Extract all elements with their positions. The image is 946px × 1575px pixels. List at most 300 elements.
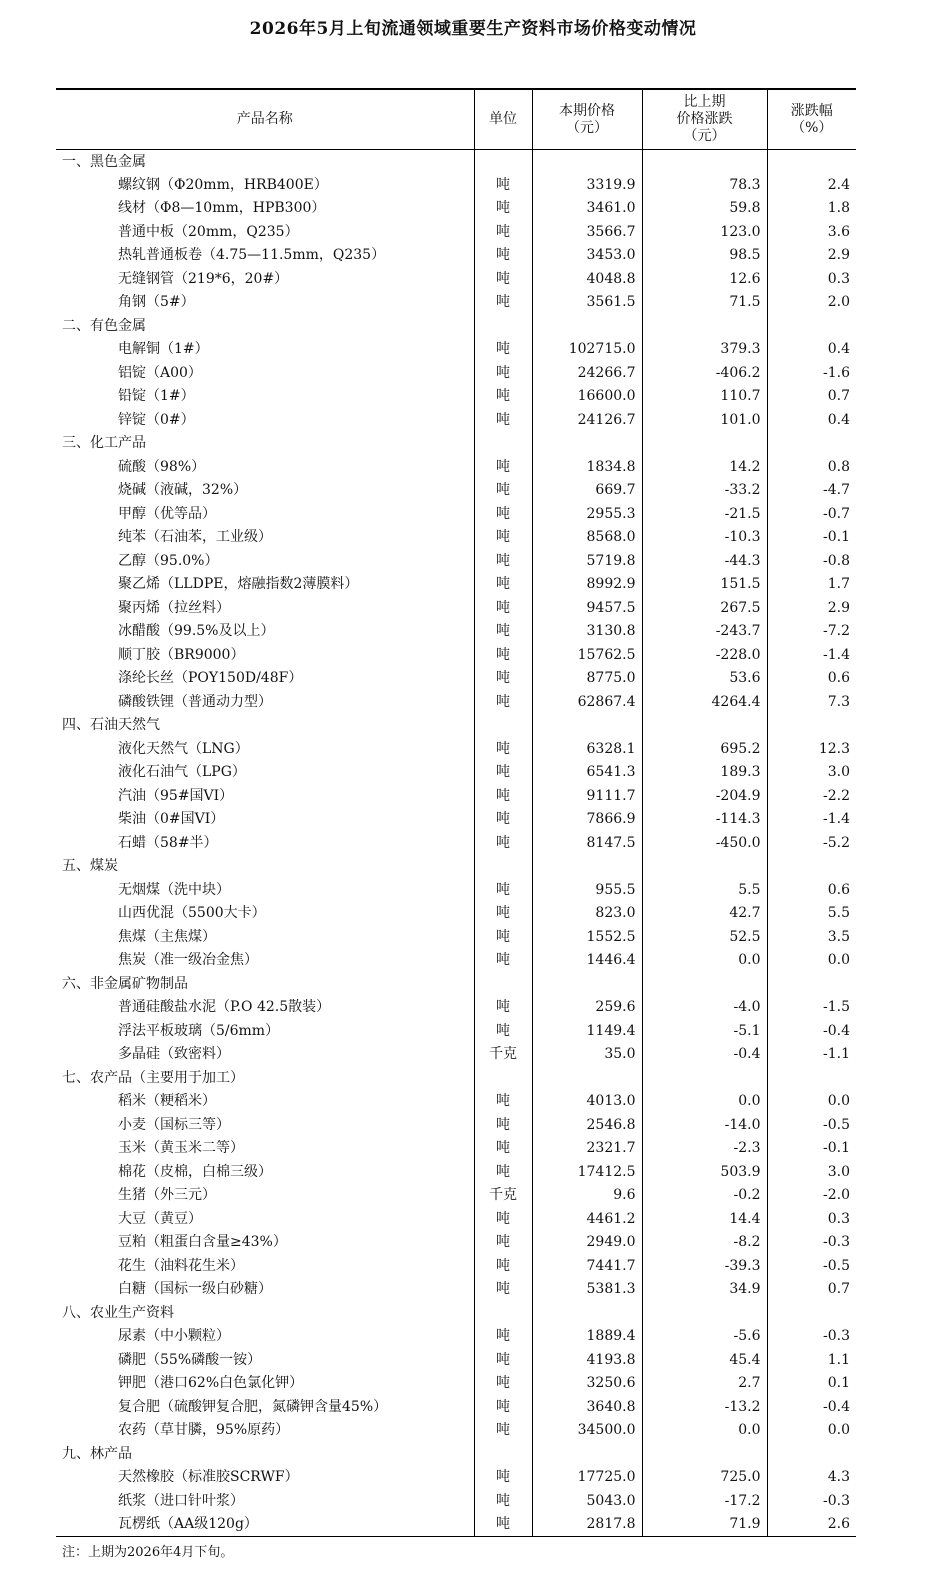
- table-row: [56, 1137, 856, 1161]
- product-name: 普通硅酸盐水泥（P.O 42.5散装）: [118, 999, 331, 1016]
- percent-cell: 1.1: [767, 1348, 856, 1372]
- category-name: 九、林产品: [62, 1445, 132, 1462]
- empty-cell: [642, 150, 767, 174]
- percent-cell: -0.3: [767, 1489, 856, 1513]
- unit-cell: 吨: [474, 690, 532, 714]
- unit-cell: 吨: [474, 1090, 532, 1114]
- change-cell: 4264.4: [642, 690, 767, 714]
- table-row: [56, 1372, 856, 1396]
- empty-cell: [767, 1066, 856, 1090]
- unit-cell: 吨: [474, 1113, 532, 1137]
- product-name: 硫酸（98%）: [118, 458, 206, 475]
- price-cell: 3130.8: [532, 620, 642, 644]
- unit-cell: 吨: [474, 1207, 532, 1231]
- price-cell: 2817.8: [532, 1513, 642, 1537]
- percent-cell: -0.4: [767, 1395, 856, 1419]
- unit-cell: 吨: [474, 408, 532, 432]
- percent-cell: 12.3: [767, 737, 856, 761]
- price-cell: 9457.5: [532, 596, 642, 620]
- product-name: 热轧普通板卷（4.75—11.5mm，Q235）: [118, 247, 386, 264]
- price-cell: 15762.5: [532, 643, 642, 667]
- page-title: 2026年5月上旬流通领域重要生产资料市场价格变动情况: [249, 19, 697, 39]
- table-row: [56, 1278, 856, 1302]
- percent-cell: -0.3: [767, 1231, 856, 1255]
- unit-cell: 千克: [474, 1043, 532, 1067]
- change-cell: 123.0: [642, 220, 767, 244]
- percent-cell: 2.6: [767, 1513, 856, 1537]
- product-name: 豆粕（粗蛋白含量≥43%）: [118, 1234, 287, 1251]
- price-cell: 34500.0: [532, 1419, 642, 1443]
- price-cell: 2546.8: [532, 1113, 642, 1137]
- table-row: [56, 1325, 856, 1349]
- unit-cell: 吨: [474, 902, 532, 926]
- table-row: [56, 526, 856, 550]
- empty-cell: [474, 150, 532, 174]
- percent-cell: 0.3: [767, 1207, 856, 1231]
- price-cell: 955.5: [532, 878, 642, 902]
- empty-cell: [767, 314, 856, 338]
- price-cell: 3566.7: [532, 220, 642, 244]
- product-name: 小麦（国标三等）: [118, 1116, 230, 1133]
- empty-cell: [642, 432, 767, 456]
- unit-cell: 吨: [474, 291, 532, 315]
- category-name: 六、非金属矿物制品: [62, 975, 188, 992]
- product-name: 液化石油气（LPG）: [118, 764, 246, 781]
- table-row: [56, 479, 856, 503]
- change-cell: 5.5: [642, 878, 767, 902]
- price-cell: 2321.7: [532, 1137, 642, 1161]
- unit-cell: 吨: [474, 1019, 532, 1043]
- empty-cell: [474, 1442, 532, 1466]
- table-row: [56, 291, 856, 315]
- unit-cell: 吨: [474, 831, 532, 855]
- percent-cell: -1.4: [767, 643, 856, 667]
- change-cell: -4.0: [642, 996, 767, 1020]
- empty-cell: [532, 972, 642, 996]
- product-name: 大豆（黄豆）: [118, 1210, 202, 1227]
- change-cell: 110.7: [642, 385, 767, 409]
- category-name: 七、农产品（主要用于加工）: [62, 1069, 244, 1086]
- empty-cell: [642, 314, 767, 338]
- category-name: 二、有色金属: [62, 317, 146, 334]
- unit-cell: 吨: [474, 1137, 532, 1161]
- change-cell: -0.4: [642, 1043, 767, 1067]
- price-cell: 4048.8: [532, 267, 642, 291]
- unit-cell: 吨: [474, 385, 532, 409]
- empty-cell: [642, 1442, 767, 1466]
- table-row: [56, 667, 856, 691]
- table-row: [56, 737, 856, 761]
- product-name: 纯苯（石油苯，工业级）: [118, 529, 272, 546]
- header-product-name: 产品名称: [56, 89, 474, 150]
- change-cell: -13.2: [642, 1395, 767, 1419]
- change-cell: -14.0: [642, 1113, 767, 1137]
- unit-cell: 吨: [474, 1395, 532, 1419]
- percent-cell: 7.3: [767, 690, 856, 714]
- product-name: 无烟煤（洗中块）: [118, 881, 230, 898]
- category-row: [56, 972, 856, 996]
- empty-cell: [532, 1442, 642, 1466]
- change-cell: 695.2: [642, 737, 767, 761]
- product-name: 乙醇（95.0%）: [118, 552, 219, 569]
- unit-cell: 吨: [474, 455, 532, 479]
- empty-cell: [532, 150, 642, 174]
- table-row: [56, 220, 856, 244]
- empty-cell: [767, 432, 856, 456]
- change-cell: -17.2: [642, 1489, 767, 1513]
- price-cell: 669.7: [532, 479, 642, 503]
- change-cell: 267.5: [642, 596, 767, 620]
- product-name: 角钢（5#）: [118, 294, 195, 311]
- price-cell: 3461.0: [532, 197, 642, 221]
- table-row: [56, 1019, 856, 1043]
- unit-cell: 吨: [474, 197, 532, 221]
- table-row: [56, 455, 856, 479]
- change-cell: 98.5: [642, 244, 767, 268]
- table-row: [56, 643, 856, 667]
- empty-cell: [767, 1442, 856, 1466]
- unit-cell: 吨: [474, 549, 532, 573]
- table-row: [56, 1419, 856, 1443]
- percent-cell: 0.0: [767, 949, 856, 973]
- percent-cell: 0.7: [767, 385, 856, 409]
- change-cell: 42.7: [642, 902, 767, 926]
- price-cell: 6328.1: [532, 737, 642, 761]
- percent-cell: -5.2: [767, 831, 856, 855]
- change-cell: 14.2: [642, 455, 767, 479]
- change-cell: 71.5: [642, 291, 767, 315]
- change-cell: -228.0: [642, 643, 767, 667]
- category-name: 三、化工产品: [62, 435, 146, 452]
- change-cell: 53.6: [642, 667, 767, 691]
- percent-cell: 3.6: [767, 220, 856, 244]
- product-name: 磷酸铁锂（普通动力型）: [118, 693, 272, 710]
- price-cell: 5719.8: [532, 549, 642, 573]
- percent-cell: -1.1: [767, 1043, 856, 1067]
- percent-cell: 4.3: [767, 1466, 856, 1490]
- change-cell: 78.3: [642, 173, 767, 197]
- empty-cell: [532, 714, 642, 738]
- unit-cell: 吨: [474, 1231, 532, 1255]
- product-name: 烧碱（液碱，32%）: [118, 482, 248, 499]
- product-name: 石蜡（58#半）: [118, 834, 218, 851]
- empty-cell: [532, 1066, 642, 1090]
- unit-cell: 吨: [474, 878, 532, 902]
- table-row: [56, 1466, 856, 1490]
- table-row: [56, 1160, 856, 1184]
- change-cell: 189.3: [642, 761, 767, 785]
- percent-cell: 1.7: [767, 573, 856, 597]
- percent-cell: -0.7: [767, 502, 856, 526]
- price-cell: 259.6: [532, 996, 642, 1020]
- price-cell: 3453.0: [532, 244, 642, 268]
- unit-cell: 吨: [474, 667, 532, 691]
- price-cell: 16600.0: [532, 385, 642, 409]
- unit-cell: 千克: [474, 1184, 532, 1208]
- product-name: 柴油（0#国VI）: [118, 811, 225, 828]
- product-name: 焦煤（主焦煤）: [118, 928, 216, 945]
- price-cell: 4013.0: [532, 1090, 642, 1114]
- product-name: 磷肥（55%磷酸一铵）: [118, 1351, 262, 1368]
- table-row: [56, 784, 856, 808]
- price-cell: 8568.0: [532, 526, 642, 550]
- unit-cell: 吨: [474, 761, 532, 785]
- price-cell: 102715.0: [532, 338, 642, 362]
- empty-cell: [474, 314, 532, 338]
- percent-cell: -4.7: [767, 479, 856, 503]
- price-cell: 3561.5: [532, 291, 642, 315]
- change-cell: 34.9: [642, 1278, 767, 1302]
- price-table: [56, 88, 856, 1537]
- product-name: 浮法平板玻璃（5/6mm）: [118, 1022, 280, 1039]
- percent-cell: 0.0: [767, 1419, 856, 1443]
- percent-cell: -0.4: [767, 1019, 856, 1043]
- change-cell: 0.0: [642, 1419, 767, 1443]
- unit-cell: 吨: [474, 220, 532, 244]
- price-cell: 8147.5: [532, 831, 642, 855]
- table-row: [56, 1231, 856, 1255]
- product-name: 焦炭（准一级冶金焦）: [118, 952, 258, 969]
- percent-cell: 3.0: [767, 1160, 856, 1184]
- change-cell: -10.3: [642, 526, 767, 550]
- change-cell: -5.1: [642, 1019, 767, 1043]
- table-row: [56, 808, 856, 832]
- header-change-percent-line: 涨跌幅: [790, 102, 833, 119]
- percent-cell: 0.8: [767, 455, 856, 479]
- change-cell: -114.3: [642, 808, 767, 832]
- empty-cell: [474, 432, 532, 456]
- table-row: [56, 549, 856, 573]
- product-name: 山西优混（5500大卡）: [118, 905, 266, 922]
- table-row: [56, 902, 856, 926]
- change-cell: 0.0: [642, 949, 767, 973]
- product-name: 聚乙烯（LLDPE，熔融指数2薄膜料）: [118, 576, 359, 593]
- product-name: 稻米（粳稻米）: [118, 1093, 216, 1110]
- empty-cell: [474, 972, 532, 996]
- table-row: [56, 361, 856, 385]
- change-cell: 0.0: [642, 1090, 767, 1114]
- header-current-price: [532, 89, 642, 150]
- unit-cell: 吨: [474, 361, 532, 385]
- change-cell: 725.0: [642, 1466, 767, 1490]
- empty-cell: [532, 314, 642, 338]
- table-row: [56, 949, 856, 973]
- table-row: [56, 1207, 856, 1231]
- table-row: [56, 996, 856, 1020]
- unit-cell: 吨: [474, 338, 532, 362]
- product-name: 白糖（国标一级白砂糖）: [118, 1281, 272, 1298]
- category-row: [56, 1301, 856, 1325]
- header-price-change-unit: （元）: [683, 128, 726, 144]
- price-cell: 1889.4: [532, 1325, 642, 1349]
- product-name: 冰醋酸（99.5%及以上）: [118, 623, 275, 640]
- unit-cell: 吨: [474, 1160, 532, 1184]
- change-cell: 503.9: [642, 1160, 767, 1184]
- empty-cell: [767, 855, 856, 879]
- product-name: 玉米（黄玉米二等）: [118, 1140, 244, 1157]
- change-cell: 12.6: [642, 267, 767, 291]
- percent-cell: 2.9: [767, 596, 856, 620]
- price-cell: 17412.5: [532, 1160, 642, 1184]
- change-cell: -8.2: [642, 1231, 767, 1255]
- empty-cell: [642, 972, 767, 996]
- change-cell: -44.3: [642, 549, 767, 573]
- header-current-price-line: 本期价格: [559, 102, 615, 119]
- unit-cell: 吨: [474, 620, 532, 644]
- change-cell: 45.4: [642, 1348, 767, 1372]
- header-change-percent: [767, 89, 856, 150]
- percent-cell: 0.6: [767, 667, 856, 691]
- price-cell: 6541.3: [532, 761, 642, 785]
- table-row: [56, 761, 856, 785]
- table-row: [56, 1395, 856, 1419]
- product-name: 甲醇（优等品）: [118, 505, 216, 522]
- price-cell: 62867.4: [532, 690, 642, 714]
- product-name: 汽油（95#国VI）: [118, 787, 234, 804]
- empty-cell: [767, 150, 856, 174]
- product-name: 瓦楞纸（AA级120g）: [56, 1513, 474, 1537]
- product-name: 花生（油料花生米）: [118, 1257, 244, 1274]
- percent-cell: -0.8: [767, 549, 856, 573]
- price-cell: 7441.7: [532, 1254, 642, 1278]
- change-cell: -39.3: [642, 1254, 767, 1278]
- empty-cell: [532, 855, 642, 879]
- change-cell: -33.2: [642, 479, 767, 503]
- price-cell: 823.0: [532, 902, 642, 926]
- change-cell: -204.9: [642, 784, 767, 808]
- table-row: [56, 173, 856, 197]
- product-name: 液化天然气（LNG）: [118, 740, 249, 757]
- unit-cell: 吨: [474, 996, 532, 1020]
- product-name: 纸浆（进口针叶浆）: [118, 1492, 244, 1509]
- table-row: [56, 267, 856, 291]
- price-cell: 17725.0: [532, 1466, 642, 1490]
- product-name: 电解铜（1#）: [118, 341, 209, 358]
- product-name: 复合肥（硫酸钾复合肥，氮磷钾含量45%）: [118, 1398, 388, 1415]
- unit-cell: 吨: [474, 173, 532, 197]
- table-row: [56, 620, 856, 644]
- empty-cell: [642, 714, 767, 738]
- percent-cell: -0.1: [767, 526, 856, 550]
- table-row: [56, 1113, 856, 1137]
- product-name: 多晶硅（致密料）: [118, 1046, 230, 1063]
- price-cell: 24266.7: [532, 361, 642, 385]
- table-row: [56, 408, 856, 432]
- product-name: 线材（Φ8—10mm，HPB300）: [118, 200, 326, 217]
- table-row: [56, 690, 856, 714]
- change-cell: -21.5: [642, 502, 767, 526]
- percent-cell: 1.8: [767, 197, 856, 221]
- price-cell: 1446.4: [532, 949, 642, 973]
- unit-cell: 吨: [474, 1466, 532, 1490]
- table-row: [56, 831, 856, 855]
- table-row: [56, 878, 856, 902]
- table-row: [56, 596, 856, 620]
- price-cell: 3640.8: [532, 1395, 642, 1419]
- price-cell: 9.6: [532, 1184, 642, 1208]
- empty-cell: [767, 972, 856, 996]
- price-cell: 35.0: [532, 1043, 642, 1067]
- unit-cell: 吨: [474, 784, 532, 808]
- header-change-percent-unit: （%）: [791, 119, 833, 136]
- empty-cell: [642, 1066, 767, 1090]
- change-cell: -243.7: [642, 620, 767, 644]
- percent-cell: -2.0: [767, 1184, 856, 1208]
- percent-cell: 3.0: [767, 761, 856, 785]
- price-cell: 5043.0: [532, 1489, 642, 1513]
- category-row: [56, 855, 856, 879]
- unit-cell: 吨: [474, 1278, 532, 1302]
- product-name: 钾肥（港口62%白色氯化钾）: [118, 1375, 304, 1392]
- percent-cell: -0.5: [767, 1113, 856, 1137]
- category-row: [56, 1066, 856, 1090]
- percent-cell: -1.4: [767, 808, 856, 832]
- change-cell: -5.6: [642, 1325, 767, 1349]
- product-name: 铝锭（A00）: [118, 364, 202, 381]
- product-name: 农药（草甘膦，95%原药）: [118, 1422, 290, 1439]
- price-cell: 1834.8: [532, 455, 642, 479]
- unit-cell: 吨: [474, 1489, 532, 1513]
- table-body: [56, 150, 856, 1537]
- category-row: [56, 714, 856, 738]
- product-name: 聚丙烯（拉丝料）: [118, 599, 230, 616]
- change-cell: 2.7: [642, 1372, 767, 1396]
- table-row: [56, 1043, 856, 1067]
- percent-cell: 0.4: [767, 408, 856, 432]
- table-row: [56, 1513, 856, 1537]
- change-cell: 151.5: [642, 573, 767, 597]
- percent-cell: 0.7: [767, 1278, 856, 1302]
- empty-cell: [642, 1301, 767, 1325]
- product-name: 螺纹钢（Φ20mm，HRB400E）: [118, 176, 328, 193]
- table-row: [56, 338, 856, 362]
- header-unit: 单位: [474, 89, 532, 150]
- header-price-change-line: 比上期: [683, 94, 726, 110]
- unit-cell: 吨: [474, 502, 532, 526]
- change-cell: 59.8: [642, 197, 767, 221]
- product-name: 天然橡胶（标准胶SCRWF）: [118, 1469, 299, 1486]
- unit-cell: 吨: [474, 949, 532, 973]
- percent-cell: -0.1: [767, 1137, 856, 1161]
- unit-cell: 吨: [474, 479, 532, 503]
- category-name: 四、石油天然气: [62, 717, 160, 734]
- change-cell: 101.0: [642, 408, 767, 432]
- empty-cell: [532, 432, 642, 456]
- table-row: [56, 1489, 856, 1513]
- empty-cell: [767, 714, 856, 738]
- percent-cell: -0.3: [767, 1325, 856, 1349]
- price-cell: 3250.6: [532, 1372, 642, 1396]
- percent-cell: -0.5: [767, 1254, 856, 1278]
- table-row: [56, 385, 856, 409]
- percent-cell: 3.5: [767, 925, 856, 949]
- product-name: 棉花（皮棉，白棉三级）: [118, 1163, 272, 1180]
- header-price-change: [642, 89, 767, 150]
- price-cell: 8775.0: [532, 667, 642, 691]
- empty-cell: [767, 1301, 856, 1325]
- unit-cell: 吨: [474, 1348, 532, 1372]
- product-name: 铅锭（1#）: [118, 388, 195, 405]
- category-name: 一、黑色金属: [62, 153, 146, 170]
- unit-cell: 吨: [474, 526, 532, 550]
- price-cell: 3319.9: [532, 173, 642, 197]
- category-name: 八、农业生产资料: [62, 1304, 174, 1321]
- unit-cell: 吨: [474, 1325, 532, 1349]
- unit-cell: 吨: [474, 1372, 532, 1396]
- category-row: [56, 432, 856, 456]
- percent-cell: 0.4: [767, 338, 856, 362]
- percent-cell: 0.3: [767, 267, 856, 291]
